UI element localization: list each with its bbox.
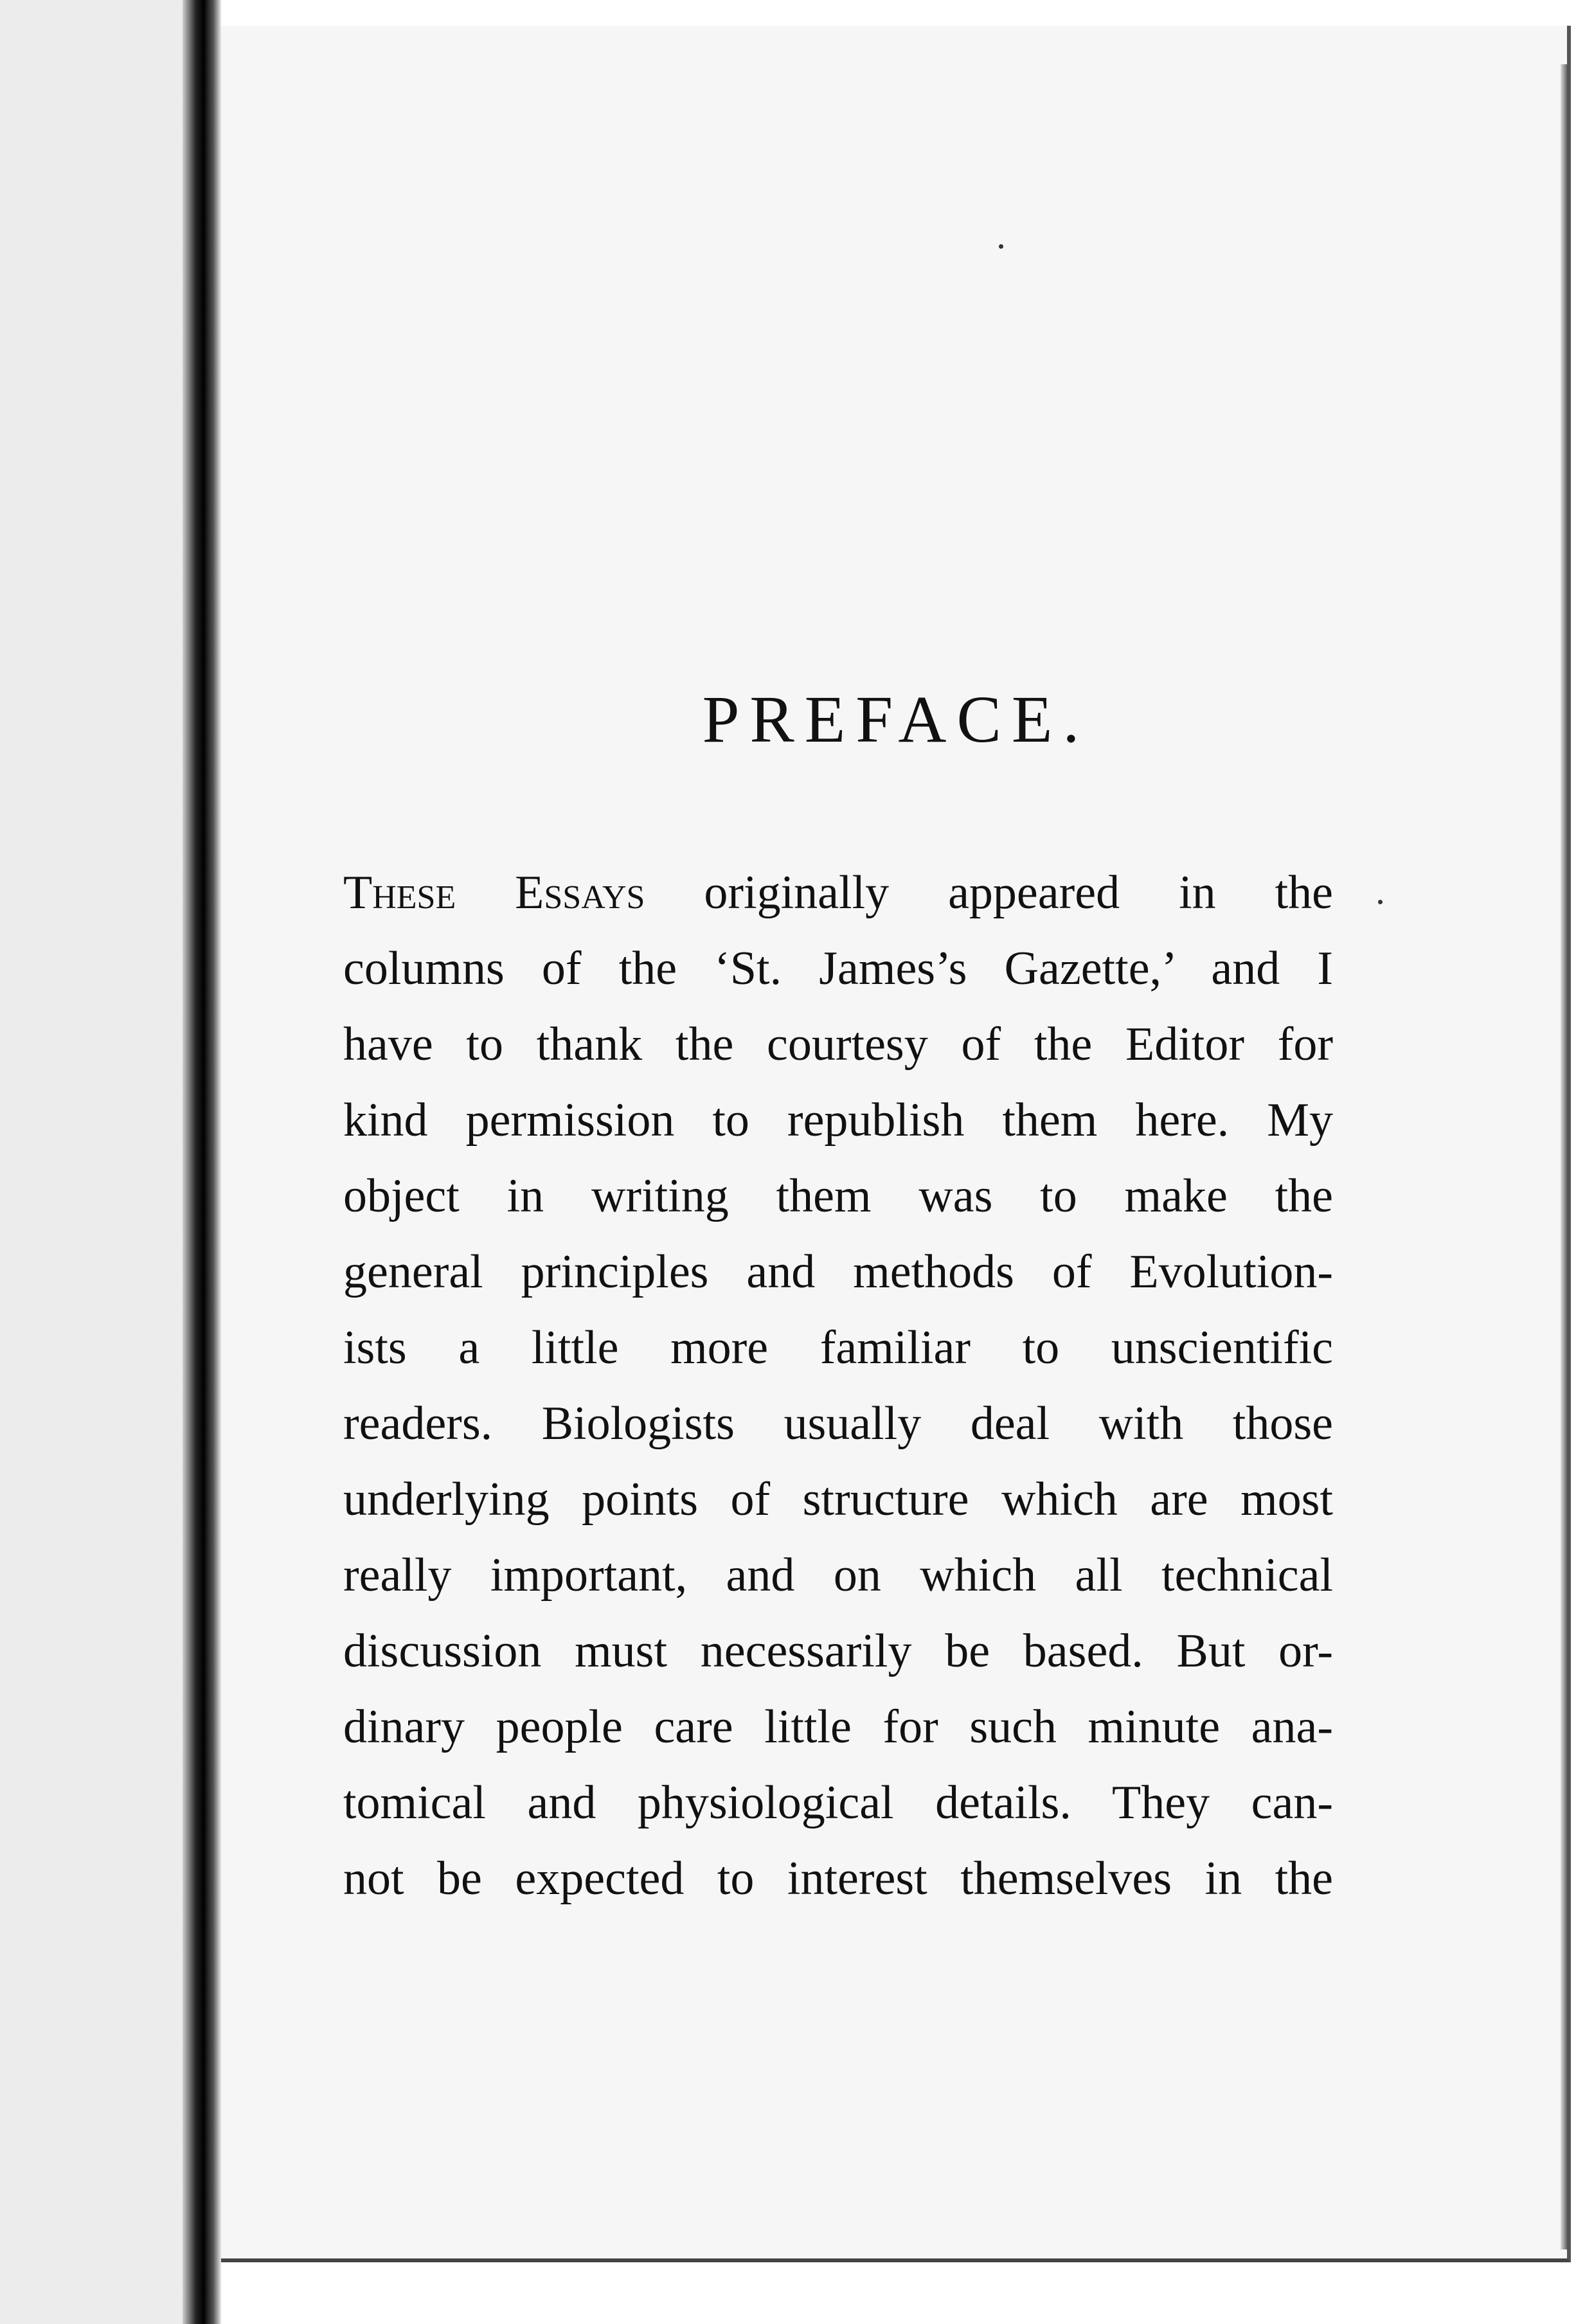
book-page xyxy=(221,26,1571,2262)
text-line: general principles and methods of Evolution- xyxy=(343,1246,1333,1298)
text-line: tomical and physiological details. They can- xyxy=(343,1776,1333,1829)
text-line: kind permission to republish them here. My xyxy=(343,1094,1333,1147)
preface-body xyxy=(343,855,1333,1917)
page-speck xyxy=(1378,900,1383,904)
left-page-margin xyxy=(0,0,193,2324)
text-line: These Essays originally appeared in the xyxy=(343,866,1333,919)
text-line: columns of the ‘St. James’s Gazette,’ and I xyxy=(343,942,1333,995)
text-line: have to thank the courtesy of the Editor for xyxy=(343,1018,1333,1071)
text-line: ists a little more familiar to unscientific xyxy=(343,1321,1333,1374)
page-edge xyxy=(1561,64,1567,2249)
text-line: dinary people care little for such minute ana- xyxy=(343,1701,1333,1753)
text-line: really important, and on which all technical xyxy=(343,1549,1333,1602)
small-caps-lead: These Essays xyxy=(343,866,645,919)
book-spine-shadow xyxy=(183,0,221,2324)
text-line: not be expected to interest themselves in the xyxy=(343,1852,1333,1905)
text-line: underlying points of structure which are most xyxy=(343,1473,1333,1526)
page-speck xyxy=(999,244,1003,249)
text-line: object in writing them was to make the xyxy=(343,1170,1333,1222)
page-title: PREFACE. xyxy=(702,683,1090,756)
text-line: readers. Biologists usually deal with those xyxy=(343,1397,1333,1450)
text-line: discussion must necessarily be based. But or- xyxy=(343,1625,1333,1677)
